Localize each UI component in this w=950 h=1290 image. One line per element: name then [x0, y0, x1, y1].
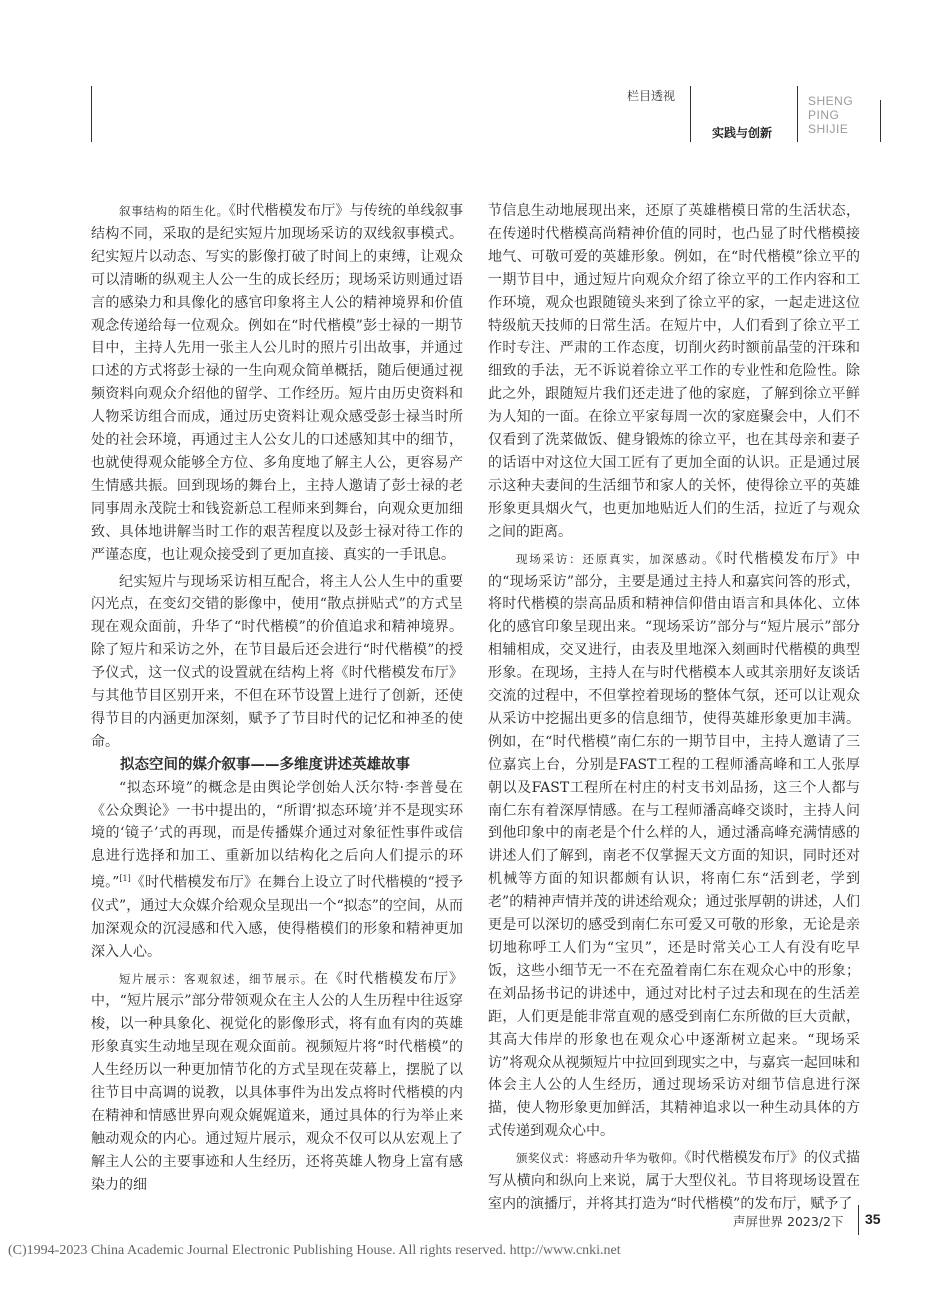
left-column [91, 200, 463, 1197]
paragraph-text: 在《时代楷模发布厅》中，“短片展示”部分带领观众在主人公的人生历程中往返穿梭，以一种具象化、视觉化的影像形式，将有血有肉的英雄形象真实生动地呈现在观众面前。视频短片将“时代楷模”的人生经历以一种更加情节化的方式呈现在荧幕上，摆脱了以往节目中高调的说教，以具体事件为出发点将时代楷模的内在精神和情感世界向观众娓娓道来，通过具体的行为举止来触动观众的内心。通过短片展示，观众不仅可以从宏观上了解主人公的主要事迹和人生经历，还将英雄人物身上富有感染力的细 [91, 970, 463, 1193]
column-label: 栏目透视 [627, 89, 676, 103]
paragraph [91, 968, 463, 1197]
header-far-right-rule [880, 100, 881, 142]
paragraph-lead-tag: 现场采访：还原真实，加深感动。 [516, 551, 716, 566]
footer-vertical-rule [858, 1205, 859, 1235]
header-right-vertical-rule [690, 86, 691, 142]
paragraph-text: 《时代楷模发布厅》在舞台上设立了时代楷模的“授予仪式”，通过大众媒介给观众呈现出一个“拟态”的空间，从而加深观众的沉浸感和代入感，使得楷模们的形象和精神更加深入人心。 [91, 874, 463, 960]
section-label: 实践与创新 [712, 126, 773, 140]
header-brand-vertical-rule [797, 86, 798, 142]
issue-number: 2023/2 [787, 1214, 831, 1229]
copyright-line: (C)1994-2023 China Academic Journal Electronic Publishing House. All rights reserved. http://www.cnki.net [8, 1243, 621, 1258]
paragraph-text: 《时代楷模发布厅》中的“现场采访”部分，主要是通过主持人和嘉宾问答的形式，将时代楷模的崇高品质和精神信仰借由语言和具体化、立体化的感官印象呈现出来。“现场采访”部分与“短片展示”部分相辅相成，交叉进行，由表及里地深入刻画时代楷模的典型形象。在现场，主持人在与时代楷模本人或其亲朋好友谈话交流的过程中，不但掌控着现场的整体气氛，还可以让观众从采访中挖掘出更多的信息细节，使得英雄形象更加丰满。例如，在“时代楷模”南仁东的一期节目中，主持人邀请了三位嘉宾上台，分别是FAST工程的工程师潘高峰和工人张厚朝以及FAST工程所在村庄的村支书刘品扬，这三个人都与南仁东有着深厚情感。在与工程师潘高峰交谈时，主持人问到他印象中的南老是个什么样的人，通过潘高峰充满情感的讲述人们了解到，南老不仅掌握天文方面的知识，同时还对机械等方面的知识都颇有认识，将南仁东“活到老，学到老”的精神声情并茂的讲述给观众；通过张厚朝的讲述，人们更是可以深切的感受到南仁东可爱又可敬的形象，无论是亲切地称呼工人们为“宝贝”，还是时常关心工人有没有吃早饭，这些小细节无一不在充盈着南仁东在观众心中的形象；在刘品扬书记的讲述中，通过对比村子过去和现在的生活差距，人们更是能非常直观的感受到南仁东所做的巨大贡献，其高大伟岸的形象也在观众心中逐渐树立起来。“现场采访”将观众从视频短片中拉回到现实之中，与嘉宾一起回味和体会主人公的人生经历，通过现场采访对细节信息进行深描，使人物形象更加鲜活，其精神追求以一种生动具体的方式传递到观众心中。 [488, 550, 860, 1140]
issue-half: 下 [830, 1214, 844, 1229]
paragraph: 纪实短片与现场采访相互配合，将主人公人生中的重要闪光点，在变幻交错的影像中，使用“散点拼贴式”的方式呈现在观众面前，升华了“时代楷模”的价值追求和精神境界。除了短片和采访之外，在节目最后还会进行“时代楷模”的授予仪式，这一仪式的设置就在结构上将《时代楷模发布厅》与其他节目区别开来，不但在环节设置上进行了创新，还使得节目的内涵更加深刻，赋予了节目时代的记忆和神圣的使命。 [91, 573, 463, 750]
footer-journal-info [733, 1212, 844, 1230]
paragraph: 节信息生动地展现出来，还原了英雄楷模日常的生活状态，在传递时代楷模高尚精神价值的同时，也凸显了时代楷模接地气、可敬可爱的英雄形象。例如，在“时代楷模”徐立平的一期节目中，通过短片向观众介绍了徐立平的工作内容和工作环境，观众也跟随镜头来到了徐立平的家，一起走进这位特级航天技师的日常生活。在短片中，人们看到了徐立平工作时专注、严肃的工作态度，切削火药时额前晶莹的汗珠和细致的手法，无不诉说着徐立平工作的专业性和危险性。除此之外，跟随短片我们还走进了他的家庭，了解到徐立平鲜为人知的一面。在徐立平家每周一次的家庭聚会中，人们不仅看到了洗菜做饭、健身锻炼的徐立平，也在其母亲和妻子的话语中对这位大国工匠有了更加全面的认识。正是通过展示这种夫妻间的生活细节和家人的关怀，使得徐立平的英雄形象更具烟火气，也更加地贴近人们的生活，拉近了与观众之间的距离。 [488, 203, 860, 540]
brand-line-2: PING [808, 108, 840, 122]
paragraph-lead-tag: 短片展示：客观叙述，细节展示。 [119, 971, 314, 986]
journal-name: 声屏世界 [733, 1214, 784, 1229]
right-column [488, 200, 860, 1216]
paragraph [91, 777, 463, 964]
brand-logo-text [808, 94, 853, 136]
paragraph [488, 548, 860, 1144]
header-left-vertical-rule [91, 86, 92, 142]
brand-line-3: SHIJIE [808, 122, 849, 136]
brand-line-1: SHENG [808, 94, 854, 108]
paragraph-text: “拟态环境”的概念是由舆论学创始人沃尔特·李普曼在《公众舆论》一书中提出的，“所谓‘拟态环境’并不是现实环境的‘镜子’式的再现，而是传播媒介通过对象征性事件或信息进行选择和加工、重新加以结构化之后向人们提示的环境。” [91, 779, 463, 891]
paragraph-lead-tag: 颁奖仪式：将感动升华为敬仰。 [516, 1151, 685, 1166]
citation-ref: [1] [119, 874, 131, 884]
paragraph-text: 《时代楷模发布厅》与传统的单线叙事结构不同，采取的是纪实短片加现场采访的双线叙事模式。纪实短片以动态、写实的影像打破了时间上的束缚，让观众可以清晰的纵观主人公一生的成长经历；现场采访则通过语言的感染力和具像化的感官印象将主人公的精神境界和价值观念传递给每一位观众。例如在“时代楷模”彭士禄的一期节目中，主持人先用一张主人公儿时的照片引出故事，并通过口述的方式将彭士禄的一生向观众简单概括，随后便通过视频资料向观众介绍他的留学、工作经历。短片由历史资料和人物采访组合而成，通过历史资料让观众感受彭士禄当时所处的社会环境，再通过主人公女儿的口述感知其中的细节，也就使得观众能够全方位、多角度地了解主人公，更容易产生情感共振。回到现场的舞台上，主持人邀请了彭士禄的老同事周永茂院士和钱瓷新总工程师来到舞台，向观众更加细致、具体地讲解当时工作的艰苦程度以及彭士禄对待工作的严谨态度，也让观众接受到了更加直接、真实的一手讯息。 [91, 203, 464, 563]
paragraph-lead-tag: 叙事结构的陌生化。 [119, 204, 229, 218]
paragraph [91, 200, 463, 567]
paragraph-text: 《时代楷模发布厅》的仪式描写从横向和纵向上来说，属于大型仪礼。节目将现场设置在室内的演播厅，并将其打造为“时代楷模”的发布厅，赋予了 [488, 1150, 861, 1212]
section-heading: 拟态空间的媒介叙事——多维度讲述英雄故事 [120, 756, 410, 773]
paragraph [488, 1147, 860, 1216]
page-number: 35 [865, 1211, 881, 1227]
